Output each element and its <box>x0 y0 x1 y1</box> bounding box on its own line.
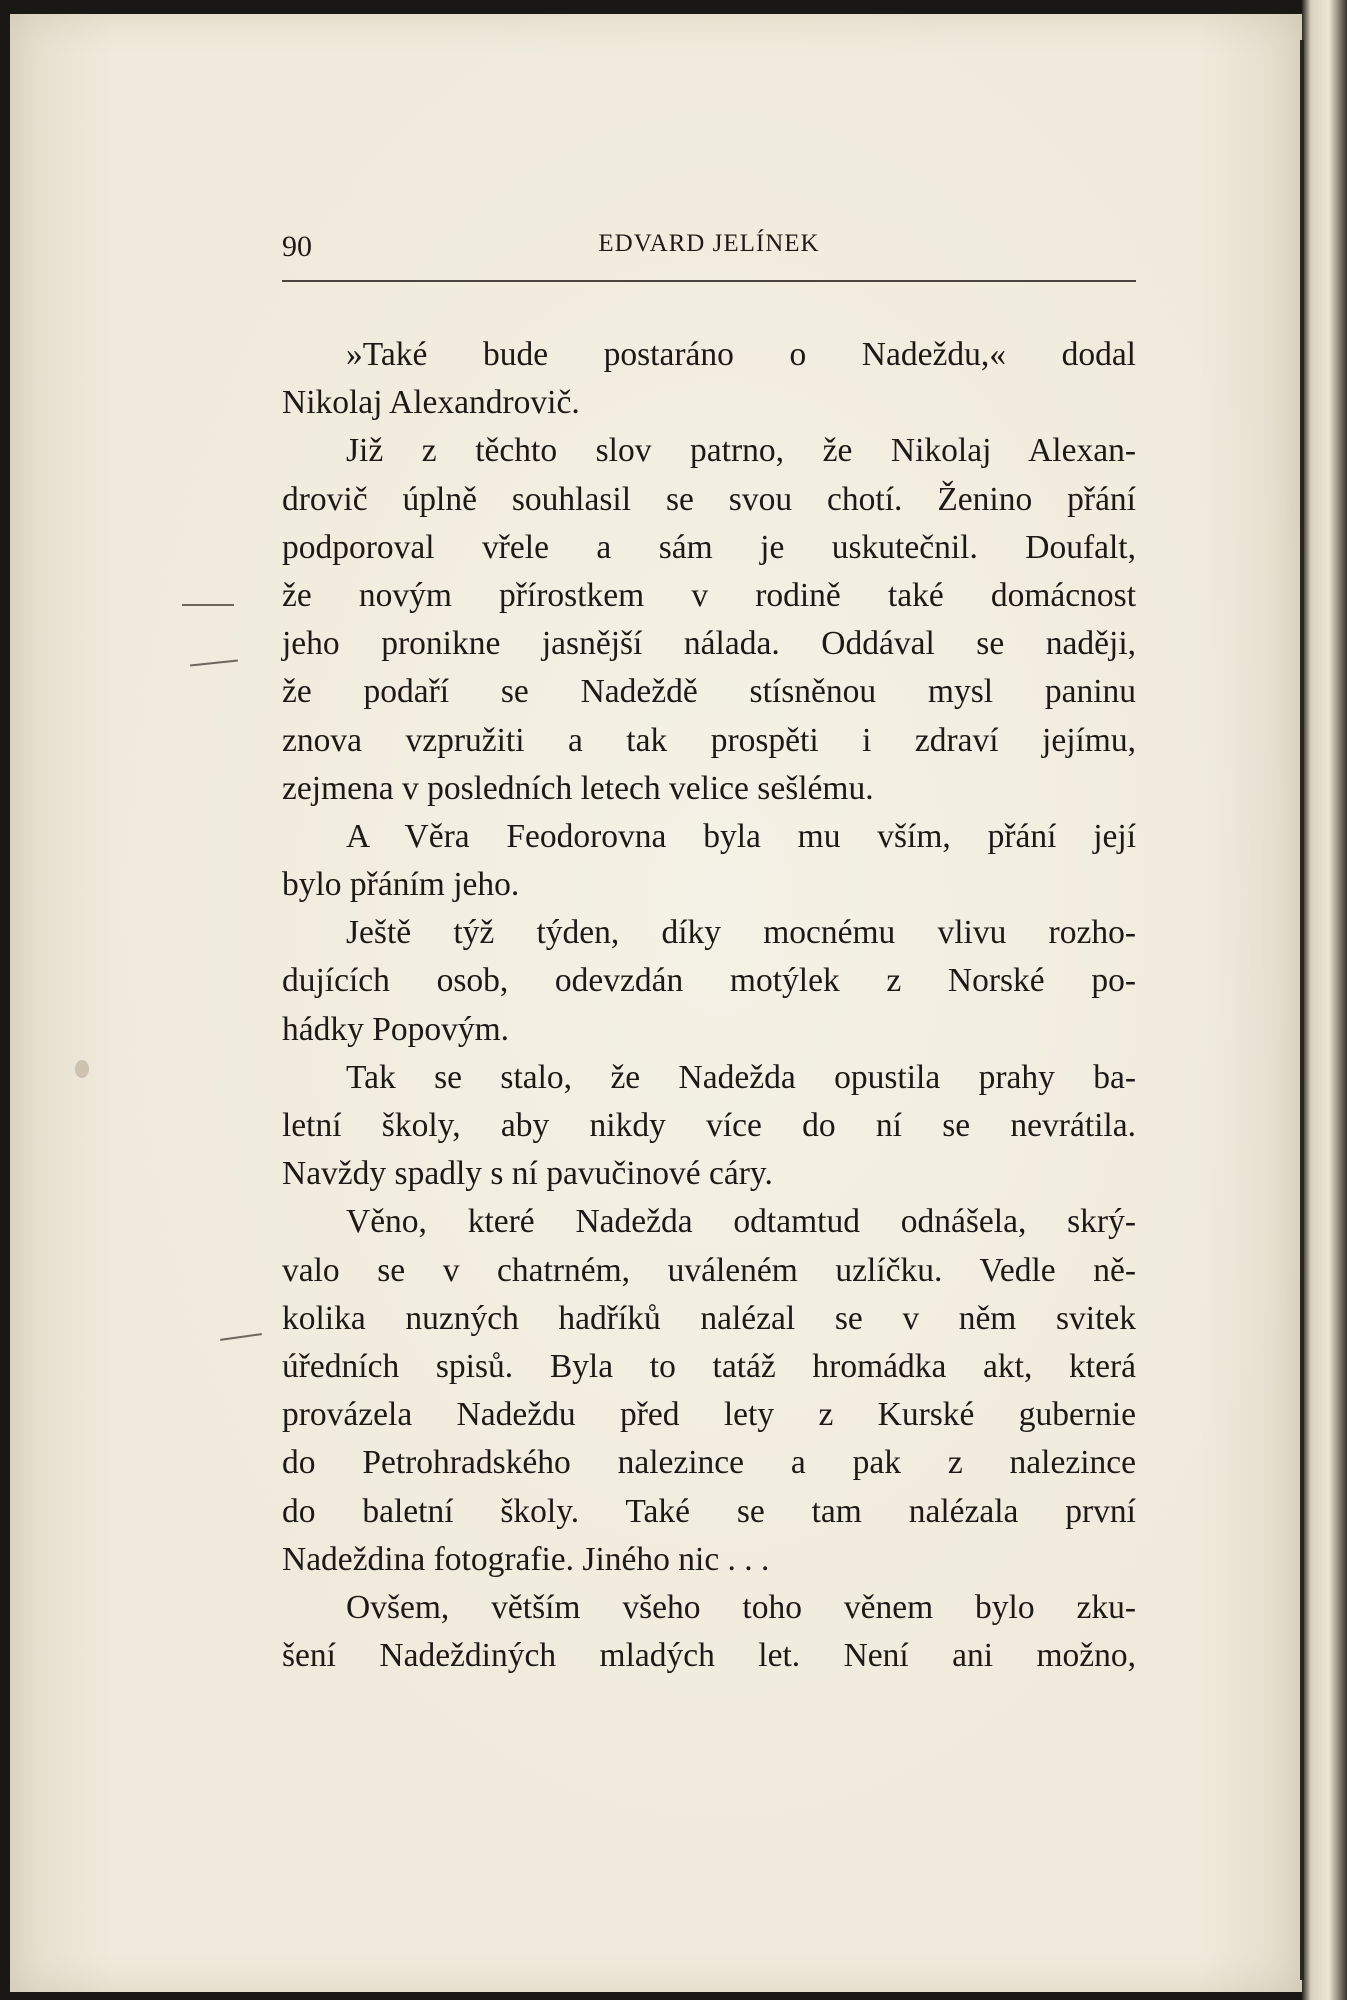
paper-stain <box>75 1060 89 1078</box>
text-line: Věno, které Nadežda odtamtud odnášela, skrý- <box>346 1203 1136 1241</box>
paragraph <box>282 1198 1136 1584</box>
text-line: jeho pronikne jasnější nálada. Oddával se naději, <box>282 625 1136 663</box>
margin-pencil-mark <box>182 604 234 606</box>
paragraph <box>282 909 1136 1054</box>
text-line: drovič úplně souhlasil se svou chotí. Ženino přání <box>282 480 1136 518</box>
text-line: že novým přírostkem v rodině také domácnost <box>282 576 1136 614</box>
page-edge <box>1302 0 1347 2000</box>
paragraph <box>282 1584 1136 1680</box>
text-line: dujících osob, odevzdán motýlek z Norské po- <box>282 962 1136 1000</box>
text-line: Nadeždina fotografie. Jiného nic . . . <box>282 1540 770 1578</box>
text-line: letní školy, aby nikdy více do ní se nevrátila. <box>282 1107 1136 1144</box>
header-rule <box>282 280 1136 282</box>
text-line: že podaří se Nadeždě stísněnou mysl paninu <box>282 673 1136 711</box>
text-line: zejmena v posledních letech velice sešlému. <box>282 769 874 807</box>
page-number: 90 <box>282 230 312 263</box>
paragraph <box>282 331 1136 427</box>
margin-pencil-mark <box>190 659 238 666</box>
text-line: kolika nuzných hadříků nalézal se v něm svitek <box>282 1299 1136 1337</box>
paragraph <box>282 427 1136 813</box>
text-line: Tak se stalo, že Nadežda opustila prahy ba- <box>346 1058 1136 1096</box>
paragraph <box>282 813 1136 909</box>
text-line: šení Nadeždiných mladých let. Není ani možno, <box>282 1637 1136 1675</box>
text-line: hádky Popovým. <box>282 1010 510 1048</box>
text-line: znova vzpružiti a tak prospěti i zdraví jejímu, <box>282 721 1136 759</box>
margin-pencil-mark <box>220 1333 262 1341</box>
text-line: Navždy spadly s ní pavučinové cáry. <box>282 1155 773 1193</box>
paragraph <box>282 1054 1136 1199</box>
text-line: podporoval vřele a sám je uskutečnil. Doufalt, <box>282 528 1136 566</box>
text-line: provázela Nadeždu před lety z Kurské gubernie <box>282 1396 1136 1434</box>
text-line: do baletní školy. Také se tam nalézala první <box>282 1492 1136 1530</box>
running-head: EDVARD JELÍNEK <box>598 230 820 257</box>
text-line: Ovšem, větším všeho toho věnem bylo zku- <box>346 1588 1136 1626</box>
text-line: bylo přáním jeho. <box>282 866 520 904</box>
page-edge-shadow <box>1300 40 1304 1980</box>
text-line: valo se v chatrném, uváleném uzlíčku. Vedle ně- <box>282 1251 1136 1289</box>
body-text <box>282 331 1136 1680</box>
text-line: Již z těchto slov patrno, že Nikolaj Alexan- <box>346 432 1136 470</box>
page-header <box>282 226 1136 272</box>
text-line: A Věra Feodorovna byla mu vším, přání její <box>346 817 1136 855</box>
text-line: úředních spisů. Byla to tatáž hromádka akt, která <box>282 1347 1136 1385</box>
text-line: do Petrohradského nalezince a pak z nalezince <box>282 1444 1136 1482</box>
text-line: »Také bude postaráno o Nadeždu,« dodal <box>346 336 1136 373</box>
text-line: Ještě týž týden, díky mocnému vlivu rozho- <box>346 914 1136 952</box>
text-line: Nikolaj Alexandrovič. <box>282 384 580 422</box>
